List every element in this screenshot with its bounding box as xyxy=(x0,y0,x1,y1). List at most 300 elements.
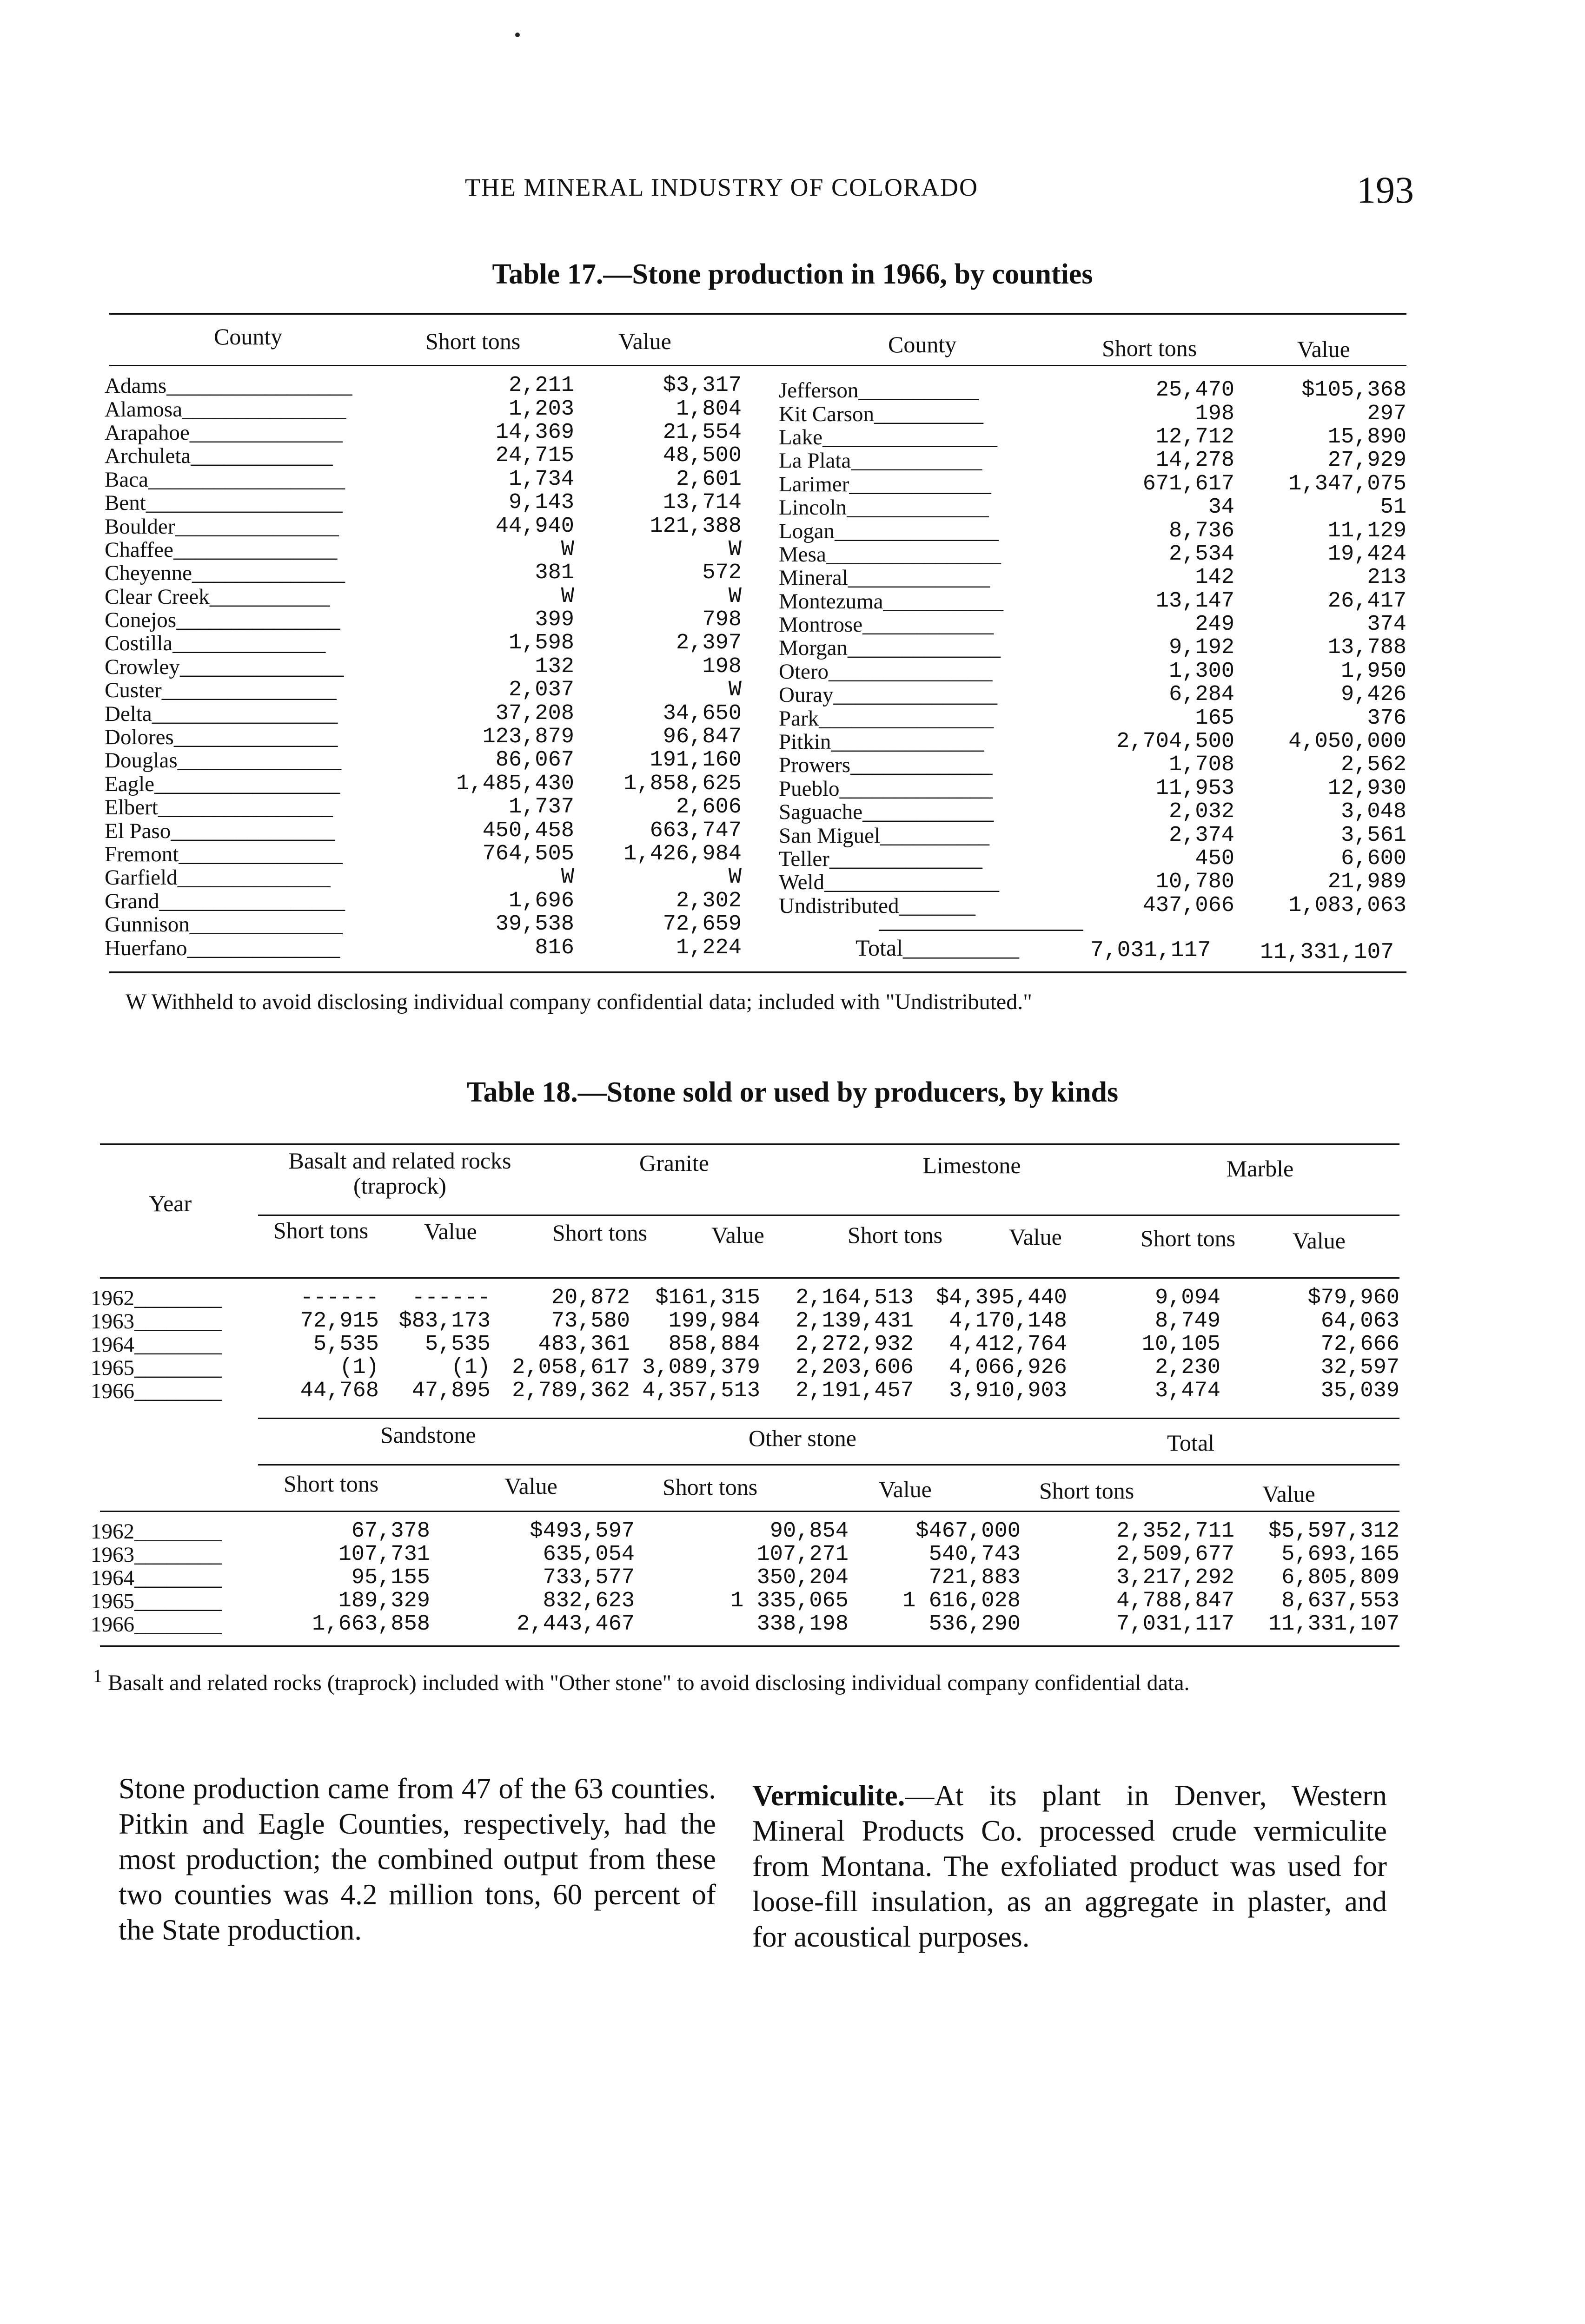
year-cell-leader: ________ xyxy=(134,1612,222,1637)
year-cell-leader: ________ xyxy=(134,1333,222,1357)
value-cell: 374 xyxy=(1367,612,1406,637)
marble-value-cell: $79,960 xyxy=(1307,1286,1399,1310)
county-name-leader: _____________ xyxy=(850,753,993,778)
year-cell-leader: ________ xyxy=(134,1356,222,1380)
short-tons-cell: 86,067 xyxy=(495,748,574,773)
county-name xyxy=(779,683,1081,706)
t18-header-rule-top xyxy=(100,1277,1399,1279)
table-row xyxy=(91,1613,1399,1636)
county-name-text: Eagle xyxy=(105,772,154,796)
short-tons-cell: 2,704,500 xyxy=(1116,729,1234,754)
county-name xyxy=(779,379,1081,402)
county-name-leader: ______________ xyxy=(187,936,340,960)
table-row xyxy=(105,491,742,515)
county-name-leader: _______________ xyxy=(182,397,346,422)
table-row xyxy=(105,936,742,959)
short-tons-cell: 1,708 xyxy=(1168,753,1234,778)
table-row xyxy=(91,1543,1399,1566)
marble-value-cell: 72,666 xyxy=(1320,1332,1399,1357)
table-row xyxy=(105,608,742,632)
county-name-leader: ________________ xyxy=(826,542,1001,567)
table-row xyxy=(779,449,1406,472)
year-cell-leader: ________ xyxy=(134,1566,222,1590)
table-row xyxy=(105,632,742,655)
county-name-leader: __________ xyxy=(880,823,990,848)
table-row xyxy=(779,660,1406,683)
county-name xyxy=(779,402,1081,425)
t18-group-rule-bottom-top xyxy=(258,1418,1399,1419)
other-tons-cell: 90,854 xyxy=(769,1519,849,1544)
value-cell: W xyxy=(728,678,742,703)
county-name-text: Garfield xyxy=(105,865,178,890)
short-tons-cell: 381 xyxy=(535,561,574,586)
county-name xyxy=(105,772,407,796)
basalt-value-cell: 47,895 xyxy=(411,1379,491,1403)
limestone-value-cell: 3,910,903 xyxy=(949,1379,1067,1403)
county-name xyxy=(105,749,407,772)
table-row xyxy=(91,1356,1399,1380)
t18-header-marble: Marble xyxy=(1226,1155,1294,1182)
year-cell-text: 1964 xyxy=(91,1566,134,1590)
other-value-cell: 536,290 xyxy=(928,1612,1021,1637)
table-row xyxy=(779,706,1406,730)
county-name xyxy=(105,491,407,515)
t18-sub-total-value: Value xyxy=(1262,1481,1315,1507)
t17-header-value-left: Value xyxy=(618,328,671,354)
county-name xyxy=(779,496,1081,519)
county-name xyxy=(779,590,1081,613)
table-row xyxy=(779,636,1406,660)
value-cell: 96,847 xyxy=(663,725,742,750)
table-row xyxy=(105,913,742,936)
limestone-value-cell: 4,066,926 xyxy=(949,1355,1067,1380)
county-name-text: Park xyxy=(779,706,819,731)
table-row xyxy=(779,730,1406,753)
marble-tons-cell: 9,094 xyxy=(1154,1286,1220,1310)
county-name-text: Archuleta xyxy=(105,444,191,469)
table-row xyxy=(105,655,742,679)
table-row xyxy=(91,1380,1399,1403)
basalt-value-cell: ------ xyxy=(411,1286,491,1310)
table-row xyxy=(779,519,1406,542)
value-cell: 51 xyxy=(1380,495,1406,520)
county-name-text: Lincoln xyxy=(779,495,847,520)
marble-tons-cell: 10,105 xyxy=(1141,1332,1220,1357)
granite-tons-cell: 483,361 xyxy=(538,1332,630,1357)
value-cell: 198 xyxy=(702,654,742,679)
basalt-tons-cell: 5,535 xyxy=(313,1332,379,1357)
short-tons-cell: 2,032 xyxy=(1168,799,1234,825)
table-18-top-block xyxy=(91,1287,1399,1403)
year-cell-leader: ________ xyxy=(134,1379,222,1403)
short-tons-cell: 764,505 xyxy=(482,842,574,866)
body-paragraph-right xyxy=(752,1778,1387,1954)
value-cell: $105,368 xyxy=(1301,378,1406,403)
table-row xyxy=(105,585,742,608)
t18-header-basalt: Basalt and related rocks (traprock) xyxy=(288,1148,511,1199)
table-row xyxy=(105,749,742,772)
county-name xyxy=(105,421,407,444)
county-name-leader: _________________ xyxy=(166,374,352,398)
year-cell-leader: ________ xyxy=(134,1286,222,1310)
table-row xyxy=(105,421,742,444)
year-cell xyxy=(91,1333,263,1356)
table-row xyxy=(105,374,742,397)
county-name-leader: ___________ xyxy=(209,584,330,609)
short-tons-cell: 437,066 xyxy=(1142,893,1234,918)
value-cell: 3,048 xyxy=(1340,799,1406,825)
short-tons-cell: 2,211 xyxy=(508,373,574,398)
table-17-left xyxy=(105,374,742,960)
county-name-leader: ______________ xyxy=(847,636,1001,660)
short-tons-cell: 1,300 xyxy=(1168,659,1234,684)
t18-sub-basalt-tons: Short tons xyxy=(273,1217,369,1243)
t18-header-granite: Granite xyxy=(639,1150,709,1176)
county-name-text: Adams xyxy=(105,374,167,398)
total-tons-cell: 3,217,292 xyxy=(1116,1565,1234,1590)
county-name xyxy=(105,796,407,819)
short-tons-cell: 37,208 xyxy=(495,701,574,726)
year-cell-leader: ________ xyxy=(134,1519,222,1544)
t17-header-tons-right: Short tons xyxy=(1102,335,1197,361)
county-name-text: Mesa xyxy=(779,542,826,567)
year-cell xyxy=(91,1310,263,1333)
short-tons-cell: 9,192 xyxy=(1168,635,1234,660)
county-name-text: Pitkin xyxy=(779,730,831,754)
county-name-text: Mineral xyxy=(779,566,848,590)
county-name-leader: _____________ xyxy=(191,444,333,469)
county-name-text: Bent xyxy=(105,491,146,515)
year-cell-text: 1962 xyxy=(91,1286,134,1310)
total-value-cell: 6,805,809 xyxy=(1281,1565,1399,1590)
table-17-caption: Table 17.—Stone production in 1966, by counties xyxy=(492,258,1093,290)
sandstone-value-cell: 635,054 xyxy=(543,1542,635,1567)
table-row xyxy=(105,679,742,702)
limestone-value-cell: 4,170,148 xyxy=(949,1309,1067,1334)
county-name-leader: ________________ xyxy=(158,795,333,820)
table-row xyxy=(105,726,742,749)
county-name-leader: _________________ xyxy=(154,772,340,796)
table-row xyxy=(779,496,1406,519)
t17-total-rule xyxy=(879,930,1083,931)
value-cell: 2,606 xyxy=(676,795,742,820)
other-value-cell: 540,743 xyxy=(928,1542,1021,1567)
county-name-leader: _____________ xyxy=(849,472,991,496)
short-tons-cell: 142 xyxy=(1195,565,1234,590)
t18-header-other-stone: Other stone xyxy=(749,1425,856,1451)
short-tons-cell: 10,780 xyxy=(1155,870,1234,895)
t18-sub-granite-tons: Short tons xyxy=(552,1220,648,1246)
table-18-bottom-rule xyxy=(100,1645,1399,1647)
county-name-leader: _______________ xyxy=(175,514,339,539)
value-cell: 15,890 xyxy=(1327,424,1406,449)
county-name xyxy=(105,585,407,608)
t18-header-sandstone: Sandstone xyxy=(380,1422,476,1448)
value-cell: 13,714 xyxy=(663,490,742,515)
table-row xyxy=(779,590,1406,613)
table-row xyxy=(779,753,1406,777)
marble-tons-cell: 3,474 xyxy=(1154,1379,1220,1403)
short-tons-cell: 198 xyxy=(1195,401,1234,426)
short-tons-cell: 1,734 xyxy=(508,467,574,492)
county-name-leader: _________________ xyxy=(152,701,338,726)
short-tons-cell: 14,369 xyxy=(495,420,574,445)
short-tons-cell: 8,736 xyxy=(1168,518,1234,543)
marble-value-cell: 32,597 xyxy=(1320,1355,1399,1380)
value-cell: 798 xyxy=(702,607,742,633)
county-name xyxy=(105,374,407,397)
year-cell-text: 1966 xyxy=(91,1379,134,1403)
table-row xyxy=(91,1520,1399,1543)
value-cell: 11,129 xyxy=(1327,518,1406,543)
value-cell: 19,424 xyxy=(1327,541,1406,567)
county-name-leader: ______________ xyxy=(192,561,345,586)
value-cell: 6,600 xyxy=(1340,846,1406,871)
sandstone-tons-cell: 95,155 xyxy=(351,1565,430,1590)
t18-group-rule-top xyxy=(258,1215,1399,1216)
year-cell-text: 1963 xyxy=(91,1309,134,1334)
table-18-top-rule xyxy=(100,1143,1399,1145)
county-name xyxy=(105,726,407,749)
county-name-text: San Miguel xyxy=(779,823,881,848)
t18-sub-marble-value: Value xyxy=(1293,1228,1346,1254)
t17-total-leader: __________ xyxy=(903,935,1020,961)
table-row xyxy=(91,1310,1399,1333)
county-name xyxy=(105,843,407,866)
year-cell-leader: ________ xyxy=(134,1589,222,1613)
county-name xyxy=(105,561,407,585)
value-cell: 12,930 xyxy=(1327,776,1406,801)
county-name-text: Cheyenne xyxy=(105,561,192,586)
county-name xyxy=(779,847,1081,871)
county-name xyxy=(105,397,407,421)
short-tons-cell: 249 xyxy=(1195,612,1234,637)
year-cell-text: 1965 xyxy=(91,1356,134,1380)
sandstone-value-cell: 2,443,467 xyxy=(517,1612,635,1637)
year-cell-leader: ________ xyxy=(134,1543,222,1567)
table-18-bottom-block xyxy=(91,1520,1399,1636)
basalt-tons-cell: 44,768 xyxy=(300,1379,379,1403)
county-name-text: Chaffee xyxy=(105,537,173,562)
year-cell xyxy=(91,1380,263,1403)
t18-footnote-text: Basalt and related rocks (traprock) included with "Other stone" to avoid disclosing individual company confidential data. xyxy=(102,1670,1190,1695)
county-name xyxy=(779,636,1081,660)
short-tons-cell: 14,278 xyxy=(1155,448,1234,473)
value-cell: 3,561 xyxy=(1340,823,1406,848)
basalt-tons-cell: ------ xyxy=(300,1286,379,1310)
county-name xyxy=(105,444,407,468)
value-cell: 213 xyxy=(1367,565,1406,590)
t18-header-rule-bottom xyxy=(100,1511,1399,1512)
county-name-text: Saguache xyxy=(779,800,863,825)
table-row xyxy=(105,772,742,796)
short-tons-cell: 1,598 xyxy=(508,631,574,656)
table-row xyxy=(779,473,1406,496)
county-name-leader: _______________ xyxy=(833,683,997,707)
county-name-text: Arapahoe xyxy=(105,420,190,445)
county-name-leader: _____________ xyxy=(848,566,990,590)
county-name-leader: ______________ xyxy=(829,847,982,871)
other-tons-cell: 338,198 xyxy=(756,1612,849,1637)
t18-header-total: Total xyxy=(1167,1430,1215,1456)
t17-total-label xyxy=(856,934,1019,961)
sandstone-value-cell: 733,577 xyxy=(543,1565,635,1590)
t18-footnote-marker: 1 xyxy=(93,1665,102,1686)
table-row xyxy=(105,444,742,468)
limestone-tons-cell: 2,164,513 xyxy=(796,1286,914,1310)
granite-value-cell: 3,089,379 xyxy=(642,1355,760,1380)
county-name xyxy=(105,538,407,561)
county-name-text: Grand xyxy=(105,889,159,913)
table-row xyxy=(91,1287,1399,1310)
t18-sub-limestone-tons: Short tons xyxy=(847,1222,943,1248)
basalt-value-cell: $83,173 xyxy=(398,1309,491,1334)
other-tons-cell: 350,204 xyxy=(756,1565,849,1590)
county-name-leader: ______________ xyxy=(831,730,984,754)
granite-value-cell: $161,315 xyxy=(655,1286,760,1310)
county-name-leader: _______________ xyxy=(179,842,343,866)
county-name-leader: ______________ xyxy=(189,420,343,445)
total-tons-cell: 2,352,711 xyxy=(1116,1519,1234,1544)
short-tons-cell: 2,374 xyxy=(1168,823,1234,848)
vermiculite-text: —At its plant in Denver, Western Mineral Products Co. processed crude vermiculite from Montana. The exfoliated product was used for loose-fill insulation, as an aggregate in plaster, and for acoustical purposes. xyxy=(752,1779,1387,1953)
basalt-tons-cell: (1) xyxy=(339,1355,379,1380)
value-cell: 34,650 xyxy=(663,701,742,726)
table-row xyxy=(105,561,742,585)
county-name xyxy=(105,819,407,842)
table-row xyxy=(779,613,1406,636)
value-cell: 1,858,625 xyxy=(623,771,742,796)
year-cell xyxy=(91,1613,263,1636)
county-name-leader: ______________ xyxy=(189,912,343,937)
table-row xyxy=(779,683,1406,706)
value-cell: 26,417 xyxy=(1327,588,1406,614)
limestone-tons-cell: 2,191,457 xyxy=(796,1379,914,1403)
short-tons-cell: 165 xyxy=(1195,706,1234,731)
table-row xyxy=(779,426,1406,449)
table-row xyxy=(105,538,742,561)
table-row xyxy=(105,796,742,819)
year-cell-text: 1963 xyxy=(91,1543,134,1567)
t17-total-tons: 7,031,117 xyxy=(1090,938,1211,963)
table-row xyxy=(91,1590,1399,1613)
granite-tons-cell: 20,872 xyxy=(551,1286,630,1310)
other-value-cell: $467,000 xyxy=(915,1519,1021,1544)
table-row xyxy=(779,894,1406,918)
short-tons-cell: 24,715 xyxy=(495,443,574,469)
year-cell xyxy=(91,1566,263,1590)
county-name-leader: ______________ xyxy=(177,865,331,890)
table-18-footnote xyxy=(93,1664,1395,1695)
county-name-text: Otero xyxy=(779,659,829,684)
t17-total-value: 11,331,107 xyxy=(1260,940,1394,965)
county-name-text: Weld xyxy=(779,870,825,895)
county-name-leader: _______________ xyxy=(173,725,338,750)
table-row xyxy=(779,871,1406,894)
county-name-leader: _______________ xyxy=(173,537,338,562)
table-row xyxy=(91,1566,1399,1590)
total-value-cell: 5,693,165 xyxy=(1281,1542,1399,1567)
table-18-caption: Table 18.—Stone sold or used by producers, by kinds xyxy=(466,1076,1119,1108)
vermiculite-heading: Vermiculite. xyxy=(752,1779,905,1812)
county-name xyxy=(779,800,1081,824)
county-name-text: Douglas xyxy=(105,748,178,773)
total-value-cell: 11,331,107 xyxy=(1268,1612,1399,1637)
limestone-value-cell: $4,395,440 xyxy=(935,1286,1067,1310)
short-tons-cell: 123,879 xyxy=(482,725,574,750)
county-name-leader: ________________ xyxy=(819,706,994,731)
county-name-leader: ___________ xyxy=(883,589,1003,614)
value-cell: 1,426,984 xyxy=(623,842,742,866)
year-cell xyxy=(91,1356,263,1380)
county-name-text: Gunnison xyxy=(105,912,190,937)
county-name xyxy=(779,449,1081,472)
other-value-cell: 721,883 xyxy=(928,1565,1021,1590)
county-name-leader: ________________ xyxy=(822,425,997,449)
county-name-text: Montezuma xyxy=(779,589,883,614)
table-row xyxy=(779,800,1406,824)
table-row xyxy=(105,468,742,491)
t17-header-county-right: County xyxy=(888,331,957,357)
granite-value-cell: 199,984 xyxy=(668,1309,760,1334)
year-cell xyxy=(91,1590,263,1613)
county-name-leader: _______________ xyxy=(177,748,342,773)
year-cell-text: 1965 xyxy=(91,1589,134,1613)
county-name-leader: _________________ xyxy=(159,889,345,913)
marble-value-cell: 35,039 xyxy=(1320,1379,1399,1403)
t17-header-value-right: Value xyxy=(1297,336,1350,362)
running-head: THE MINERAL INDUSTRY OF COLORADO xyxy=(465,173,979,201)
county-name xyxy=(105,655,407,679)
table-17-right xyxy=(779,379,1406,918)
year-cell-leader: ________ xyxy=(134,1309,222,1334)
county-name-text: Fremont xyxy=(105,842,179,866)
table-row xyxy=(105,397,742,421)
county-name xyxy=(105,468,407,491)
county-name-text: Custer xyxy=(105,678,162,703)
county-name xyxy=(105,702,407,725)
body-paragraph-left: Stone production came from 47 of the 63 counties. Pitkin and Eagle Counties, respectively, had the most production; the combined output from these two counties was 4.2 million tons, 60 percent of the State production. xyxy=(119,1772,716,1946)
year-cell-text: 1966 xyxy=(91,1612,134,1637)
table-17-bottom-rule xyxy=(109,971,1406,973)
short-tons-cell: W xyxy=(561,584,574,609)
value-cell: W xyxy=(728,537,742,562)
t17-total-text: Total xyxy=(856,935,903,961)
value-cell: 13,788 xyxy=(1327,635,1406,660)
t18-sub-other-value: Value xyxy=(879,1476,932,1502)
county-name xyxy=(779,543,1081,566)
county-name-leader: ___________ xyxy=(858,378,979,403)
short-tons-cell: 13,147 xyxy=(1155,588,1234,614)
table-row xyxy=(779,847,1406,871)
table-row xyxy=(105,890,742,913)
short-tons-cell: 399 xyxy=(535,607,574,633)
county-name-text: Costilla xyxy=(105,631,173,656)
value-cell: 72,659 xyxy=(663,912,742,937)
table-row xyxy=(105,702,742,725)
granite-value-cell: 4,357,513 xyxy=(642,1379,760,1403)
county-name xyxy=(779,426,1081,449)
other-value-cell: 1 616,028 xyxy=(902,1589,1021,1613)
t18-sub-limestone-value: Value xyxy=(1009,1224,1062,1250)
value-cell: 9,426 xyxy=(1340,682,1406,707)
table-17-top-rule xyxy=(109,313,1406,315)
year-cell-text: 1962 xyxy=(91,1519,134,1544)
table-row xyxy=(91,1333,1399,1356)
basalt-tons-cell: 72,915 xyxy=(300,1309,379,1334)
t18-sub-total-tons: Short tons xyxy=(1039,1478,1134,1504)
county-name xyxy=(105,632,407,655)
